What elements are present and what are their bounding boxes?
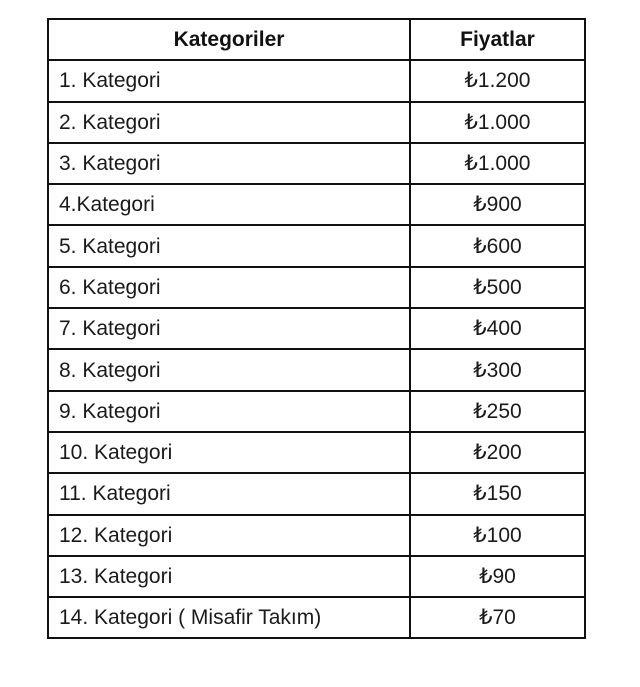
- category-cell: 3. Kategori: [48, 143, 410, 184]
- category-cell: 6. Kategori: [48, 267, 410, 308]
- price-cell: ₺100: [410, 515, 585, 556]
- table-row: [48, 267, 585, 308]
- table-row: [48, 349, 585, 390]
- category-cell: 5. Kategori: [48, 225, 410, 266]
- header-price: Fiyatlar: [410, 19, 585, 60]
- category-cell: 10. Kategori: [48, 432, 410, 473]
- table-row: [48, 102, 585, 143]
- price-cell: ₺400: [410, 308, 585, 349]
- category-cell: 1. Kategori: [48, 60, 410, 101]
- price-cell: ₺1.000: [410, 143, 585, 184]
- header-category: Kategoriler: [48, 19, 410, 60]
- price-cell: ₺200: [410, 432, 585, 473]
- table-row: [48, 225, 585, 266]
- category-cell: 9. Kategori: [48, 391, 410, 432]
- price-cell: ₺1.000: [410, 102, 585, 143]
- price-cell: ₺90: [410, 556, 585, 597]
- table-row: [48, 143, 585, 184]
- table-row: [48, 432, 585, 473]
- price-cell: ₺600: [410, 225, 585, 266]
- price-table: [47, 18, 586, 639]
- category-cell: 7. Kategori: [48, 308, 410, 349]
- category-cell: 2. Kategori: [48, 102, 410, 143]
- header-row: [48, 19, 585, 60]
- price-cell: ₺250: [410, 391, 585, 432]
- price-cell: ₺70: [410, 597, 585, 638]
- category-cell: 4.Kategori: [48, 184, 410, 225]
- price-cell: ₺1.200: [410, 60, 585, 101]
- category-cell: 13. Kategori: [48, 556, 410, 597]
- category-cell: 11. Kategori: [48, 473, 410, 514]
- price-cell: ₺500: [410, 267, 585, 308]
- table-row: [48, 515, 585, 556]
- price-cell: ₺300: [410, 349, 585, 390]
- price-cell: ₺150: [410, 473, 585, 514]
- table-row: [48, 391, 585, 432]
- table-row: [48, 308, 585, 349]
- table-row: [48, 473, 585, 514]
- category-cell: 14. Kategori ( Misafir Takım): [48, 597, 410, 638]
- category-cell: 8. Kategori: [48, 349, 410, 390]
- price-cell: ₺900: [410, 184, 585, 225]
- table-row: [48, 184, 585, 225]
- table-row: [48, 597, 585, 638]
- table-row: [48, 60, 585, 101]
- category-cell: 12. Kategori: [48, 515, 410, 556]
- table-row: [48, 556, 585, 597]
